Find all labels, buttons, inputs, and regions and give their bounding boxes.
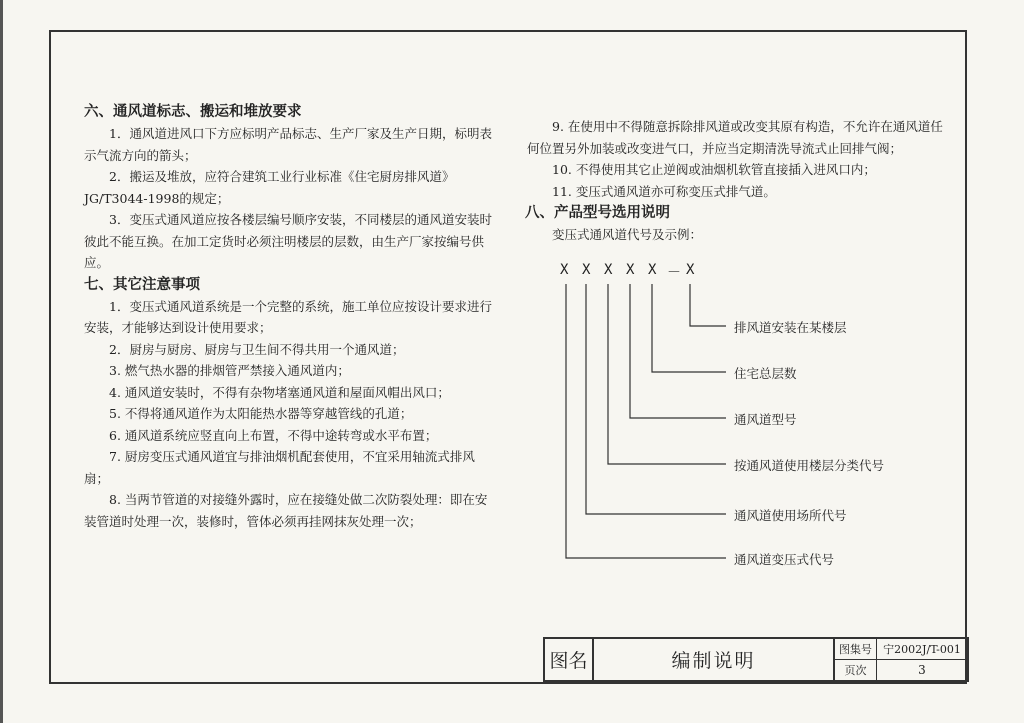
code-char-1: X bbox=[560, 262, 569, 278]
code-char-4: X bbox=[626, 262, 635, 278]
code-intro: 变压式通风道代号及示例： bbox=[552, 227, 703, 242]
leader-line-5 bbox=[586, 284, 726, 514]
code-char-6: X bbox=[686, 262, 695, 278]
atlas-number-label: 图集号 bbox=[835, 639, 877, 660]
drawing-title: 编制说明 bbox=[594, 639, 835, 680]
code-label-1: 排风道安装在某楼层 bbox=[734, 320, 847, 335]
page-number-value: 3 bbox=[918, 663, 926, 677]
code-char-5: X bbox=[648, 262, 657, 278]
section-6-item-1: 1．通风道进风口下方应标明产品标志、生产厂家及生产日期，标明表示气流方向的箭头； bbox=[84, 126, 492, 163]
section-7-item-9: 9. 在使用中不得随意拆除排风道或改变其原有构造，不允许在通风道任何位置另外加装或改变进气口，并应当定期清洗导流式止回排气阀； bbox=[527, 119, 943, 156]
section-7-item-10: 10. 不得使用其它止逆阀或油烟机软管直接插入进风口内； bbox=[552, 162, 876, 177]
section-7-item-6: 6. 通风道系统应竖直向上布置，不得中途转弯或水平布置； bbox=[109, 427, 438, 443]
code-char-3: X bbox=[604, 262, 613, 278]
code-label-4: 按通风道使用楼层分类代号 bbox=[734, 458, 885, 473]
section-6-item-2: 2．搬运及堆放，应符合建筑工业行业标准《住宅厨房排风道》JG/T3044-1998的规定； bbox=[84, 169, 455, 206]
section-7-item-2: 2．厨房与厨房、厨房与卫生间不得共用一个通风道； bbox=[109, 341, 405, 357]
code-label-2: 住宅总层数 bbox=[734, 366, 797, 381]
title-block bbox=[543, 637, 969, 682]
section-7-title: 七、其它注意事项 bbox=[84, 276, 200, 293]
section-7-item-5: 5. 不得将通风道作为太阳能热水器等穿越管线的孔道； bbox=[109, 406, 413, 421]
leader-line-6 bbox=[566, 284, 726, 558]
title-block-label: 图名 bbox=[545, 639, 594, 680]
code-char-2: X bbox=[582, 262, 591, 278]
page-number-label: 页次 bbox=[835, 660, 877, 680]
section-7-item-1: 1．变压式通风道系统是一个完整的系统，施工单位应按设计要求进行安装，才能够达到设计使用要求； bbox=[84, 298, 492, 335]
code-label-3: 通风道型号 bbox=[734, 412, 797, 427]
section-6-item-3: 3．变压式通风道应按各楼层编号顺序安装，不同楼层的通风道安装时彼此不能互换。在加工定货时必须注明楼层的层数，由生产厂家按编号供应。 bbox=[84, 212, 492, 270]
leader-line-2 bbox=[652, 284, 726, 372]
leader-line-1 bbox=[690, 284, 726, 326]
leader-line-3 bbox=[630, 284, 726, 418]
section-7-item-11: 11. 变压式通风道亦可称变压式排气道。 bbox=[552, 183, 776, 199]
section-6-title: 六、通风道标志、搬运和堆放要求 bbox=[84, 104, 302, 120]
leader-line-4 bbox=[608, 284, 726, 464]
section-7-item-3: 3. 燃气热水器的排烟管严禁接入通风道内； bbox=[109, 363, 350, 378]
section-7-item-4: 4. 通风道安装时，不得有杂物堵塞通风道和屋面风帽出风口； bbox=[109, 384, 450, 400]
section-7-item-7: 7. 厨房变压式通风道宜与排油烟机配套使用，不宜采用轴流式排风扇； bbox=[84, 449, 475, 486]
section-8-title: 八、产品型号选用说明 bbox=[525, 205, 670, 221]
atlas-number-value: 宁2002J/T-001 bbox=[877, 639, 967, 660]
code-label-5: 通风道使用场所代号 bbox=[734, 508, 847, 523]
code-label-6: 通风道变压式代号 bbox=[734, 552, 835, 567]
code-dash: － bbox=[667, 265, 681, 281]
section-7-item-8: 8. 当两节管道的对接缝外露时，应在接缝处做二次防裂处理：即在安装管道时处理一次，装修时，管体必须再挂网抹灰处理一次； bbox=[84, 492, 488, 529]
